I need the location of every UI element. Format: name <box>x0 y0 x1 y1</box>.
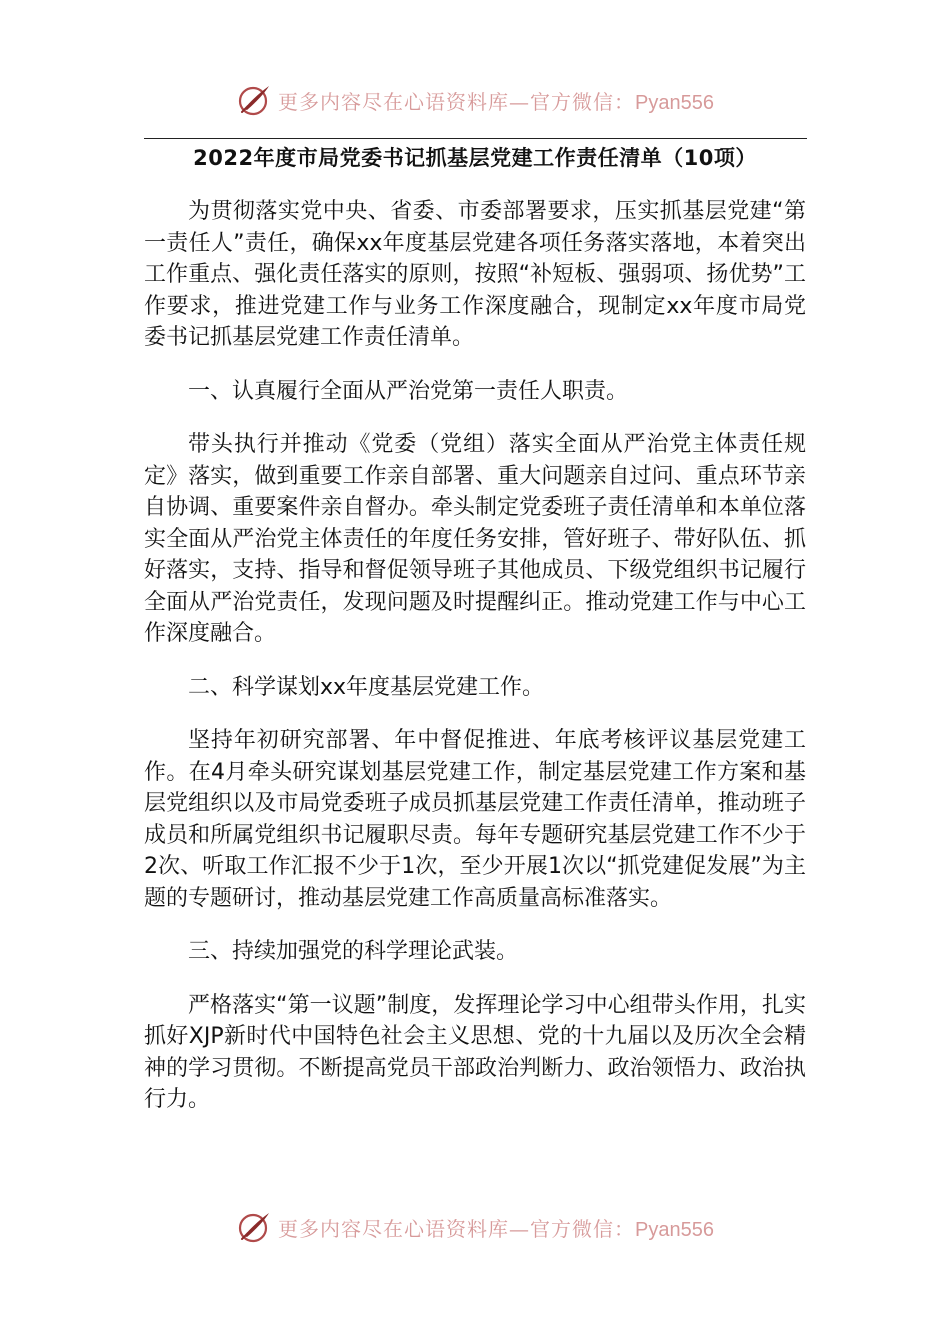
intro-paragraph: 为贯彻落实党中央、省委、市委部署要求，压实抓基层党建“第一责任人”责任，确保xx年度基层党建各项任务落实落地，本着突出工作重点、强化责任落实的原则，按照“补短板、强弱项、扬优势”工作要求，推进党建工作与业务工作深度融合，现制定xx年度市局党委书记抓基层党建工作责任清单。 <box>144 199 806 350</box>
quill-logo-icon <box>236 82 272 118</box>
document-body <box>144 140 806 1138</box>
section-heading-3: 三、持续加强党的科学理论武装。 <box>188 939 519 964</box>
section-heading-2: 二、科学谋划xx年度基层党建工作。 <box>188 674 545 700</box>
watermark-text: 更多内容尽在心语资料库—官方微信：Pyan556 <box>278 1216 714 1241</box>
section-body-2: 坚持年初研究部署、年中督促推进、年底考核评议基层党建工作。在4月牵头研究谋划基层党建工作，制定基层党建工作方案和基层党组织以及市局党委班子成员抓基层党建工作责任清单，推动班子成员和所属党组织书记履职尽责。每年专题研究基层党建工作不少于2次、听取工作汇报不少于1次，至少开展1次以“抓党建促发展”为主题的专题研讨，推动基层党建工作高质量高标准落实。 <box>144 728 806 911</box>
footer-watermark <box>0 1209 950 1245</box>
quill-logo-icon <box>236 1209 272 1245</box>
document-title: 2022年度市局党委书记抓基层党建工作责任清单（10项） <box>193 146 757 170</box>
header-rule <box>144 138 807 139</box>
section-body-3: 严格落实“第一议题”制度，发挥理论学习中心组带头作用，扎实抓好XJP新时代中国特色社会主义思想、党的十九届以及历次全会精神的学习贯彻。不断提高党员干部政治判断力、政治领悟力、政治执行力。 <box>144 992 806 1112</box>
watermark-text: 更多内容尽在心语资料库—官方微信：Pyan556 <box>278 89 714 114</box>
section-body-1: 带头执行并推动《党委（党组）落实全面从严治党主体责任规定》落实，做到重要工作亲自部署、重大问题亲自过问、重点环节亲自协调、重要案件亲自督办。牵头制定党委班子责任清单和本单位落实全面从严治党主体责任的年度任务安排，管好班子、带好队伍、抓好落实，支持、指导和督促领导班子其他成员、下级党组织书记履行全面从严治党责任，发现问题及时提醒纠正。推动党建工作与中心工作深度融合。 <box>144 432 806 646</box>
section-heading-1: 一、认真履行全面从严治党第一责任人职责。 <box>188 378 629 404</box>
header-watermark <box>0 82 950 118</box>
